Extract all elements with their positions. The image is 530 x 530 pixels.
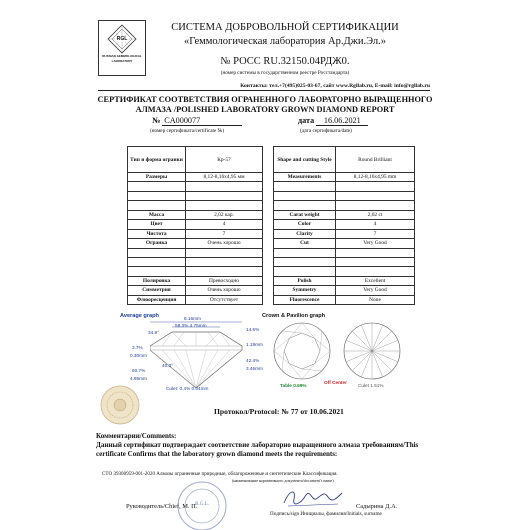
table-row — [274, 229, 415, 238]
contacts-line: Контакты: тел.+7(495)025-03-67, сайт www.Rgllab.ru, E-mail: info@rgllab.ru — [240, 83, 430, 89]
handwritten-signature — [280, 485, 344, 511]
certificate-number-line — [152, 116, 242, 126]
table-row — [128, 182, 263, 191]
lab-name: «Геммологическая лаборатория Ар.Джи.Эл.» — [183, 36, 387, 47]
crown-angle-label: 34.9° — [148, 330, 159, 335]
crown-height-mm-label: 1.19mm — [246, 342, 263, 347]
comments-body: Данный сертификат подтверждает соответствие лабораторно выращенного алмаза требованиям/This certificate Confirms that the laboratory grown diamond meets the requirements: — [96, 441, 419, 458]
standard-note: (наименование нормативного документа/document's name) — [232, 478, 334, 483]
pavilion-pct-label: 42.4% — [246, 358, 260, 363]
symmetry-label-ru: Симметрия — [128, 286, 186, 295]
shape-label-ru: Тип и форма огранки — [128, 147, 186, 173]
certificate-date: 16.06.2021 — [316, 116, 368, 126]
cut-label-en: Cut — [274, 239, 336, 248]
certificate-number-label: № — [152, 116, 161, 125]
clarity-label-en: Clarity — [274, 229, 336, 238]
clarity-value-en: 7 — [336, 229, 415, 238]
signatory-name: Садырина Д.А. — [356, 503, 398, 510]
pavilion-mm-label: 3.46mm — [246, 366, 263, 371]
crown-height-pct-label: 14.6% — [246, 327, 260, 332]
table-row — [128, 286, 263, 295]
logo-text: RGL — [116, 36, 128, 42]
certificate-number-note: (номер сертификата/certificate №) — [150, 128, 225, 134]
table-row — [274, 210, 415, 219]
total-depth-mm-label: 4.95mm — [130, 376, 147, 381]
size-label-en: Measurements — [274, 173, 336, 182]
comments-heading: Комментарии/Comments: — [96, 432, 177, 440]
table-row — [128, 220, 263, 229]
table-row — [128, 147, 263, 173]
certificate-date-label: дата — [298, 116, 315, 125]
size-value-en: 8,12-8,16х4,95 mm — [336, 173, 415, 182]
girdle-pct-label: 3.7% — [132, 345, 143, 350]
hologram-seal-icon — [100, 385, 140, 425]
shape-label-en: Shape and cutting Style — [274, 147, 336, 173]
table-row — [128, 201, 263, 210]
symmetry-value-ru: Очень хорошо — [186, 286, 263, 295]
girdle-mm-label: 0.30mm — [130, 353, 147, 358]
average-graph-title: Average graph — [120, 313, 159, 319]
color-label-en: Color — [274, 220, 336, 229]
diameter-label: 8.16mm — [184, 316, 201, 321]
fluor-value-ru: Отсутствует — [186, 295, 263, 304]
table-row — [128, 248, 263, 257]
stamp-text: R.G.L. — [195, 502, 209, 507]
table-row — [274, 276, 415, 285]
table-row — [128, 267, 263, 276]
table-row — [274, 201, 415, 210]
mass-label-ru: Масса — [128, 210, 186, 219]
table-row — [274, 286, 415, 295]
polish-label-ru: Полировка — [128, 276, 186, 285]
symmetry-label-en: Symmetry — [274, 286, 336, 295]
table-row — [128, 239, 263, 248]
table-row — [274, 191, 415, 200]
polish-label-en: Polish — [274, 276, 336, 285]
culet-offset-label: Culet 1.51% — [358, 383, 384, 388]
header-divider — [98, 90, 430, 91]
table-row — [274, 295, 415, 304]
color-label-ru: Цвет — [128, 220, 186, 229]
certificate-date-line — [298, 116, 368, 126]
table-offset-label: Table 0.69% — [280, 383, 307, 388]
shape-value-ru: Кр-57 — [186, 147, 263, 173]
crown-pavilion-title: Crown & Pavilion graph — [262, 313, 326, 319]
average-profile-diagram — [150, 318, 260, 394]
protocol-label: Протокол/Protocol: № — [214, 407, 289, 416]
spec-table-en — [273, 146, 415, 305]
logo-caption-2: LABORATORY — [111, 58, 133, 63]
cut-label-ru: Огранка — [128, 239, 186, 248]
table-row — [128, 173, 263, 182]
clarity-label-ru: Чистота — [128, 229, 186, 238]
pavilion-angle-label: 40.3° — [162, 363, 173, 368]
table-row — [128, 210, 263, 219]
table-row — [274, 267, 415, 276]
shape-value-en: Round Brilliant — [336, 147, 415, 173]
protocol-date: от 10.06.2021 — [300, 407, 344, 416]
table-row — [274, 257, 415, 266]
certificate-number: CA000077 — [162, 116, 242, 126]
table-row — [274, 147, 415, 173]
cut-value-en: Very Good — [336, 239, 415, 248]
fluor-value-en: None — [336, 295, 415, 304]
mass-value-ru: 2,02 кар. — [186, 210, 263, 219]
table-row — [274, 220, 415, 229]
polish-value-en: Excellent — [336, 276, 415, 285]
cut-value-ru: Очень хорошо — [186, 239, 263, 248]
polish-value-ru: Превосходно — [186, 276, 263, 285]
protocol-line — [214, 407, 344, 416]
table-row — [128, 276, 263, 285]
size-label-ru: Размеры — [128, 173, 186, 182]
rgl-logo — [98, 20, 146, 76]
off-center-label: Off Center — [324, 380, 347, 385]
mass-label-en: Carat weight — [274, 210, 336, 219]
mass-value-en: 2,02 ct — [336, 210, 415, 219]
culet-label: Culet: 0.4% 0.04mm — [166, 386, 209, 391]
table-row — [274, 248, 415, 257]
registration-note: (номер системы в государственном реестре Росстандарта) — [220, 70, 350, 76]
certificate-date-note: (дата сертификата/date) — [300, 128, 352, 134]
color-value-ru: 4 — [186, 220, 263, 229]
chief-label: Руководитель/Chief, М. П. — [126, 503, 198, 510]
pavilion-view-diagram — [342, 321, 402, 381]
clarity-value-ru: 7 — [186, 229, 263, 238]
symmetry-value-en: Very Good — [336, 286, 415, 295]
system-name: СИСТЕМА ДОБРОВОЛЬНОЙ СЕРТИФИКАЦИИ — [171, 22, 399, 33]
table-row — [128, 295, 263, 304]
report-title-line-1: СЕРТИФИКАТ СООТВЕТСТВИЯ ОГРАНЕННОГО ЛАБОРАТОРНО ВЫРАЩЕННОГО — [97, 95, 433, 104]
color-value-en: 4 — [336, 220, 415, 229]
table-row — [128, 257, 263, 266]
standard-line: СТО 39300959-001-2020 Алмазы ограненные природные, облагороженные и синтетические Классификация. — [102, 471, 338, 477]
table-row — [274, 182, 415, 191]
registration-number: № РОСС RU.32150.04РДЖ0. — [220, 56, 350, 67]
logo-caption-1: RUSSIAN GEMMOLOGICAL — [102, 54, 142, 58]
spec-table-ru — [127, 146, 263, 305]
table-row — [128, 191, 263, 200]
signature-note: Подпись/sign Инициалы, фамилия/Initials, surname — [270, 511, 382, 517]
fluor-label-ru: Флюоресценция — [128, 295, 186, 304]
total-depth-pct-label: 60.7% — [132, 368, 146, 373]
table-row — [274, 239, 415, 248]
crown-view-diagram — [272, 321, 332, 381]
protocol-number: 77 — [290, 407, 299, 416]
report-title-line-2: АЛМАЗА /POLISHED LABORATORY GROWN DIAMOND REPORT — [135, 105, 395, 114]
table-row — [274, 173, 415, 182]
table-size-label: 58.3% 4.75mm — [175, 323, 207, 328]
table-row — [128, 229, 263, 238]
fluor-label-en: Fluorescence — [274, 295, 336, 304]
size-value-ru: 8,12-8,16х4,95 мм — [186, 173, 263, 182]
